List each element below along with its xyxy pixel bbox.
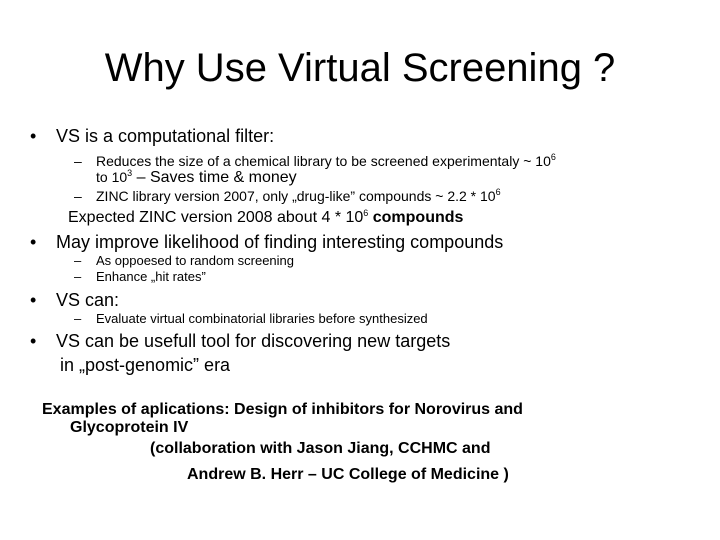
bullet-text: VS is a computational filter: [56,126,275,146]
sub-hit-rates [74,269,206,285]
expected-zinc-2008 [68,208,463,228]
sub-text: to 10 [96,169,128,185]
sub-text: As oppoesed to random screening [96,253,295,268]
dash-marker: – [74,153,82,169]
superscript: 6 [495,187,501,197]
bullet-vs-can [30,289,119,311]
bullet-vs-filter [30,125,274,147]
sub-zinc-2007 [74,188,501,205]
bullet-marker: • [30,126,37,146]
bullet-text: VS can: [56,290,120,310]
dash-marker: – [74,253,82,268]
sub-text: Reduces the size of a chemical library to be screened experimentaly ~ 10 [96,153,551,169]
superscript: 6 [550,152,556,162]
slide-title: Why Use Virtual Screening ? [104,46,616,90]
bullet-usefull-tool [30,330,450,352]
sub-random-screening [74,253,294,269]
dash-marker: – [74,269,82,284]
bullet-marker: • [30,290,37,310]
examples-line-3: (collaboration with Jason Jiang, CCHMC and [150,440,491,457]
saves-time-text: – Saves time & money [132,169,297,186]
bullet-marker: • [30,331,37,351]
bullet-marker: • [30,232,37,252]
sub-reduces-size [74,153,556,170]
sub-text: ZINC library version 2007, only „drug-like” compounds ~ 2.2 * 10 [96,188,496,204]
superscript: 6 [363,208,369,218]
sub-reduces-size-continued [96,169,297,186]
sub-combinatorial-libraries [74,311,428,327]
bullet-text: VS can be usefull tool for discovering new targets [56,331,451,351]
examples-line-4: Andrew B. Herr – UC College of Medicine ) [187,466,509,483]
sub-text: Evaluate virtual combinatorial libraries before synthesized [96,311,428,326]
examples-line-2: Glycoprotein IV [70,419,189,436]
sub-text: Enhance „hit rates” [96,269,206,284]
examples-line-1: Examples of aplications: Design of inhibitors for Norovirus and [42,401,523,418]
dash-marker: – [74,311,82,326]
bullet-usefull-tool-continued: in „post-genomic” era [60,355,231,375]
expected-bold-text: compounds [368,209,464,226]
dash-marker: – [74,188,82,204]
superscript: 3 [127,168,133,178]
expected-text: Expected ZINC version 2008 about 4 * 10 [68,209,364,226]
bullet-improve-likelihood [30,231,503,253]
bullet-text: May improve likelihood of finding interesting compounds [56,232,504,252]
